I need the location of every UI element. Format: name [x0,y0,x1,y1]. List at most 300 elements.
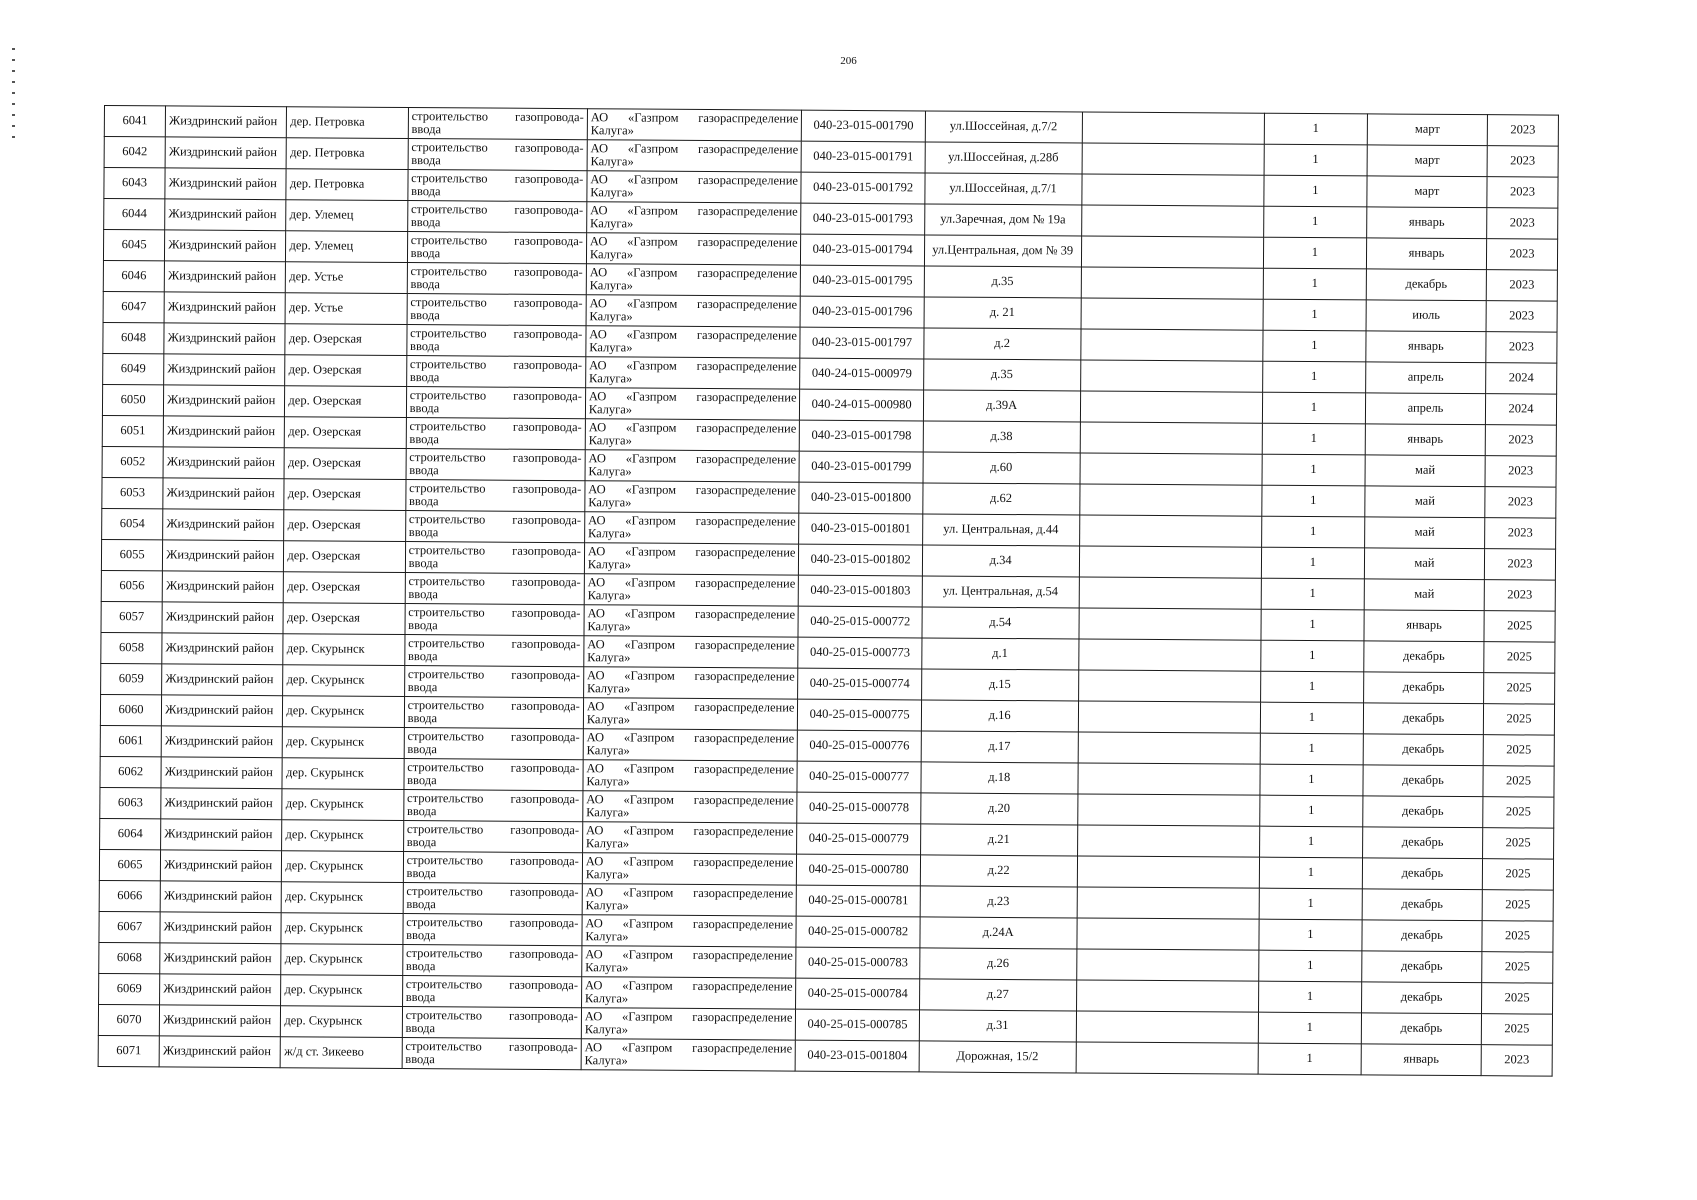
address-cell: д.1 [922,638,1079,670]
organization-line: «Газпром [621,1009,673,1024]
organization-line: АО [585,823,604,838]
work-type-line: ввода [406,897,436,912]
work-type-cell [407,232,586,264]
organization-cell [582,915,797,947]
locality-cell: дер. Озерская [284,541,405,573]
empty-cell [1081,267,1264,299]
row-number: 6048 [103,322,164,353]
row-number: 6047 [103,291,164,322]
organization-line: Калуга» [587,526,632,541]
work-type-line: строительство [405,1007,483,1023]
work-type-cell [402,1037,581,1069]
work-type-line: строительство [405,976,483,992]
organization-line: АО [590,110,609,125]
locality-cell: дер. Устье [286,262,407,294]
work-type-cell [404,666,583,698]
organization-line: Калуга» [587,588,631,603]
quantity-cell: 1 [1264,113,1367,145]
month-cell: январь [1366,238,1486,270]
work-type-line: газопровода- [510,760,580,776]
quantity-cell: 1 [1262,423,1365,455]
code-cell: 040-23-015-001800 [799,482,923,514]
work-type-line: строительство [407,759,484,775]
quantity-cell: 1 [1260,764,1363,796]
row-number: 6069 [99,973,160,1004]
work-type-line: газопровода- [512,450,582,466]
row-number: 6050 [102,384,163,415]
empty-cell [1077,856,1260,888]
organization-line: газораспределение [694,637,795,653]
organization-cell [583,729,798,761]
organization-line: газораспределение [695,544,796,560]
organization-cell [587,171,802,203]
work-type-line: газопровода- [509,915,579,931]
organization-line: АО [590,172,608,187]
organization-line: «Газпром [623,854,674,869]
code-cell: 040-23-015-001796 [800,296,924,328]
empty-cell [1076,1042,1259,1074]
row-number: 6060 [100,694,161,725]
organization-line: «Газпром [625,420,677,435]
work-type-line: ввода [406,928,436,943]
work-type-cell [406,418,585,450]
month-cell: декабрь [1363,734,1483,766]
work-type-line: газопровода- [514,233,583,249]
empty-cell [1078,639,1261,671]
organization-line: Калуга» [590,154,634,169]
work-type-line: газопровода- [511,667,581,683]
organization-line: Калуга» [586,743,630,758]
organization-line: газораспределение [696,358,797,374]
empty-cell [1076,918,1259,950]
organization-line: газораспределение [693,761,795,777]
row-number: 6065 [99,849,160,880]
quantity-cell: 1 [1264,175,1367,207]
work-type-cell [402,975,581,1007]
organization-line: Калуга» [584,1053,628,1068]
row-number: 6067 [99,911,160,942]
year-cell: 2023 [1486,332,1557,363]
organization-line: АО [586,792,604,807]
locality-cell: дер. Улемец [286,200,407,232]
month-cell: март [1367,114,1487,146]
year-cell: 2023 [1484,549,1555,580]
year-cell: 2023 [1486,270,1557,301]
work-type-cell [402,944,581,976]
code-cell: 040-23-015-001790 [802,110,926,142]
work-type-line: ввода [410,277,441,292]
organization-line: газораспределение [695,575,796,591]
work-type-cell [403,821,582,853]
work-type-cell [407,201,586,233]
work-type-line: газопровода- [512,419,582,435]
organization-line: «Газпром [626,327,678,342]
address-cell: д. 21 [924,297,1081,329]
empty-cell [1077,825,1260,857]
organization-line: Калуга» [585,929,629,944]
locality-cell: дер. Скурынск [283,727,404,759]
empty-cell [1079,577,1262,609]
locality-cell: дер. Скурынск [281,944,402,976]
quantity-cell: 1 [1262,392,1365,424]
empty-cell [1082,112,1265,144]
organization-line: АО [590,141,609,156]
work-type-line: газопровода- [513,295,583,311]
work-type-line: строительство [408,511,486,527]
quantity-cell: 1 [1260,671,1363,703]
organization-line: АО [586,761,604,776]
empty-cell [1080,360,1263,392]
code-cell: 040-23-015-001798 [800,420,924,452]
row-number: 6061 [100,725,161,756]
month-cell: декабрь [1362,920,1482,952]
work-type-line: газопровода- [513,388,582,404]
work-type-line: ввода [406,866,437,881]
work-type-line: газопровода- [510,853,579,869]
organization-cell [586,295,801,327]
empty-cell [1078,670,1261,702]
month-cell: май [1365,486,1485,518]
row-number: 6051 [102,415,163,446]
work-type-line: ввода [406,835,437,850]
work-type-line: строительство [408,573,485,589]
work-type-line: газопровода- [514,109,584,125]
row-number: 6054 [102,508,163,539]
code-cell: 040-25-015-000778 [797,792,921,824]
organization-line: Калуга» [588,495,632,510]
organization-line: АО [587,637,605,652]
locality-cell: дер. Устье [285,293,406,325]
district-cell: Жиздринский район [159,1005,280,1037]
district-cell: Жиздринский район [164,385,285,417]
quantity-cell: 1 [1264,144,1367,176]
organization-line: АО [589,234,608,249]
code-cell: 040-25-015-000783 [796,947,920,979]
organization-line: газораспределение [694,730,795,746]
row-number: 6041 [104,106,165,137]
district-cell: Жиздринский район [161,757,282,789]
work-type-line: строительство [410,201,488,217]
row-number: 6070 [98,1004,159,1035]
locality-cell: дер. Петровка [286,169,407,201]
organization-line: Калуга» [588,371,633,386]
organization-line: «Газпром [623,792,675,807]
organization-cell [587,109,802,141]
organization-line: «Газпром [627,110,679,125]
work-type-line: ввода [408,556,439,571]
work-type-line: ввода [411,122,442,137]
year-cell: 2023 [1484,580,1555,611]
code-cell: 040-25-015-000781 [797,885,921,917]
quantity-cell: 1 [1258,1012,1361,1044]
work-type-line: газопровода- [511,574,581,590]
organization-line: газораспределение [692,1040,793,1056]
organization-line: АО [588,389,607,404]
district-cell: Жиздринский район [160,881,281,913]
organization-line: АО [585,885,604,900]
work-type-cell [403,852,582,884]
code-cell: 040-25-015-000779 [797,823,921,855]
empty-cell [1079,515,1262,547]
work-type-line: строительство [410,232,488,248]
empty-cell [1080,453,1263,485]
work-type-line: газопровода- [508,1039,578,1055]
work-type-line: ввода [409,432,440,447]
organization-line: АО [587,668,605,683]
organization-line: газораспределение [695,513,796,529]
address-cell: ул.Шоссейная, д.7/1 [925,173,1082,205]
row-number: 6042 [104,137,165,168]
quantity-cell: 1 [1259,826,1362,858]
work-type-cell [403,790,582,822]
organization-line: газораспределение [692,947,793,963]
organization-cell [584,636,799,668]
organization-cell [584,512,799,544]
month-cell: январь [1366,331,1486,363]
organization-line: газораспределение [698,141,799,157]
row-number: 6063 [100,787,161,818]
work-type-cell [404,697,583,729]
organization-line: газораспределение [697,296,798,312]
organization-line: газораспределение [693,885,794,901]
work-type-cell [403,913,582,945]
year-cell: 2023 [1485,518,1556,549]
organization-line: газораспределение [697,172,799,188]
work-type-line: газопровода- [513,357,583,373]
organization-cell [585,419,800,451]
row-number: 6044 [104,199,165,230]
month-cell: декабрь [1361,1013,1481,1045]
registry-sheet [98,105,1559,1077]
organization-line: АО [588,513,606,528]
organization-cell [583,791,798,823]
work-type-line: строительство [409,387,487,403]
organization-line: АО [585,916,603,931]
work-type-line: ввода [411,184,441,199]
work-type-line: строительство [411,170,488,186]
organization-line: газораспределение [694,699,795,715]
district-cell: Жиздринский район [163,447,284,479]
year-cell: 2025 [1483,735,1554,766]
work-type-cell [406,387,585,419]
month-cell: июль [1366,300,1486,332]
organization-line: газораспределение [697,203,798,219]
empty-cell [1078,701,1261,733]
work-type-line: ввода [410,246,441,261]
registry-rows [98,106,1558,1077]
work-type-line: ввода [407,711,438,726]
work-type-cell [405,604,584,636]
organization-line: «Газпром [627,172,679,187]
code-cell: 040-25-015-000784 [796,978,920,1010]
year-cell: 2024 [1485,394,1556,425]
code-cell: 040-25-015-000785 [796,1009,920,1041]
organization-cell [585,450,800,482]
organization-cell [585,388,800,420]
year-cell: 2025 [1484,642,1555,673]
district-cell: Жиздринский район [163,416,284,448]
work-type-line: ввода [411,153,441,168]
organization-line: Калуга» [586,712,631,727]
organization-line: АО [585,947,603,962]
organization-line: газораспределение [694,606,796,622]
month-cell: апрель [1366,362,1486,394]
code-cell: 040-23-015-001802 [799,544,923,576]
month-cell: май [1365,455,1485,487]
organization-cell [587,140,802,172]
organization-line: Калуга» [585,867,630,882]
work-type-line: ввода [406,804,437,819]
quantity-cell: 1 [1263,299,1366,331]
district-cell: Жиздринский район [160,912,281,944]
work-type-line: ввода [408,618,438,633]
row-number: 6068 [99,942,160,973]
work-type-line: ввода [405,1021,436,1036]
organization-line: Калуга» [586,805,630,820]
empty-cell [1079,546,1262,578]
work-type-cell [402,1006,581,1038]
work-type-line: строительство [407,790,484,806]
work-type-line: ввода [409,463,439,478]
quantity-cell: 1 [1264,206,1367,238]
organization-line: АО [588,451,606,466]
organization-line: газораспределение [697,234,798,250]
organization-line: «Газпром [622,885,674,900]
organization-line: «Газпром [623,823,674,838]
district-cell: Жиздринский район [162,695,283,727]
organization-cell [585,357,800,389]
locality-cell: дер. Скурынск [282,882,403,914]
organization-line: Калуга» [584,1022,629,1037]
locality-cell: дер. Петровка [287,107,408,139]
organization-line: «Газпром [627,234,678,249]
code-cell: 040-24-015-000980 [800,389,924,421]
address-cell: Дорожная, 15/2 [919,1041,1076,1073]
empty-cell [1081,174,1264,206]
organization-line: «Газпром [621,1040,673,1055]
month-cell: январь [1364,610,1484,642]
work-type-line: газопровода- [509,1008,578,1024]
year-cell: 2025 [1482,921,1553,952]
organization-line: газораспределение [695,482,796,498]
district-cell: Жиздринский район [161,726,282,758]
work-type-line: строительство [406,821,484,837]
organization-cell [581,977,796,1009]
year-cell: 2025 [1483,704,1554,735]
month-cell: декабрь [1361,982,1481,1014]
quantity-cell: 1 [1258,1043,1361,1075]
organization-cell [584,574,799,606]
year-cell: 2025 [1482,952,1553,983]
row-number: 6045 [103,230,164,261]
organization-line: АО [589,265,608,280]
work-type-line: газопровода- [510,729,580,745]
quantity-cell: 1 [1261,516,1364,548]
organization-line: газораспределение [696,420,797,436]
work-type-line: газопровода- [512,481,582,497]
organization-cell [582,853,797,885]
code-cell: 040-23-015-001803 [799,575,923,607]
organization-line: газораспределение [692,916,794,932]
organization-cell [583,698,798,730]
work-type-line: строительство [408,542,486,558]
month-cell: декабрь [1362,827,1482,859]
locality-cell: дер. Озерская [285,324,406,356]
work-type-cell [405,511,584,543]
work-type-line: строительство [407,666,485,682]
row-number: 6043 [104,168,165,199]
organization-line: «Газпром [625,544,676,559]
organization-line: «Газпром [624,637,676,652]
address-cell: д.18 [921,762,1078,794]
organization-line: АО [584,1040,603,1055]
locality-cell: дер. Скурынск [281,1006,402,1038]
month-cell: май [1364,548,1484,580]
year-cell: 2025 [1483,797,1554,828]
empty-cell [1080,329,1263,361]
empty-cell [1082,143,1265,175]
locality-cell: дер. Петровка [286,138,407,170]
district-cell: Жиздринский район [164,323,285,355]
locality-cell: дер. Озерская [285,386,406,418]
work-type-cell [405,542,584,574]
row-number: 6057 [101,601,162,632]
address-cell: ул.Шоссейная, д.7/2 [925,111,1082,143]
work-type-line: газопровода- [509,977,579,993]
work-type-line: газопровода- [509,884,579,900]
empty-cell [1077,763,1260,795]
organization-line: Калуга» [587,619,631,634]
month-cell: март [1367,176,1487,208]
month-cell: декабрь [1362,951,1482,983]
year-cell: 2023 [1481,1045,1552,1076]
locality-cell: дер. Скурынск [281,913,402,945]
row-number: 6052 [102,446,163,477]
code-cell: 040-24-015-000979 [800,358,924,390]
address-cell: д.17 [921,731,1078,763]
organization-line: Калуга» [589,278,633,293]
district-cell: Жиздринский район [159,1036,280,1068]
empty-cell [1077,794,1260,826]
organization-line: «Газпром [625,482,677,497]
code-cell: 040-25-015-000777 [797,761,921,793]
month-cell: март [1367,145,1487,177]
empty-cell [1078,608,1261,640]
district-cell: Жиздринский район [160,974,281,1006]
work-type-line: ввода [407,649,438,664]
organization-line: «Газпром [627,141,679,156]
organization-cell [581,1039,796,1071]
work-type-cell [405,480,584,512]
work-type-line: ввода [410,215,441,230]
organization-line: газораспределение [693,823,794,839]
locality-cell: дер. Скурынск [282,758,403,790]
address-cell: д.39А [923,390,1080,422]
empty-cell [1076,980,1259,1012]
work-type-cell [403,883,582,915]
work-type-cell [407,325,586,357]
work-type-line: строительство [410,325,487,341]
locality-cell: дер. Скурынск [282,851,403,883]
code-cell: 040-23-015-001804 [796,1040,920,1072]
work-type-line: ввода [405,959,436,974]
month-cell: декабрь [1366,269,1486,301]
year-cell: 2023 [1487,208,1558,239]
month-cell: декабрь [1362,889,1482,921]
code-cell: 040-25-015-000773 [798,637,922,669]
month-cell: декабрь [1363,672,1483,704]
organization-cell [586,326,801,358]
